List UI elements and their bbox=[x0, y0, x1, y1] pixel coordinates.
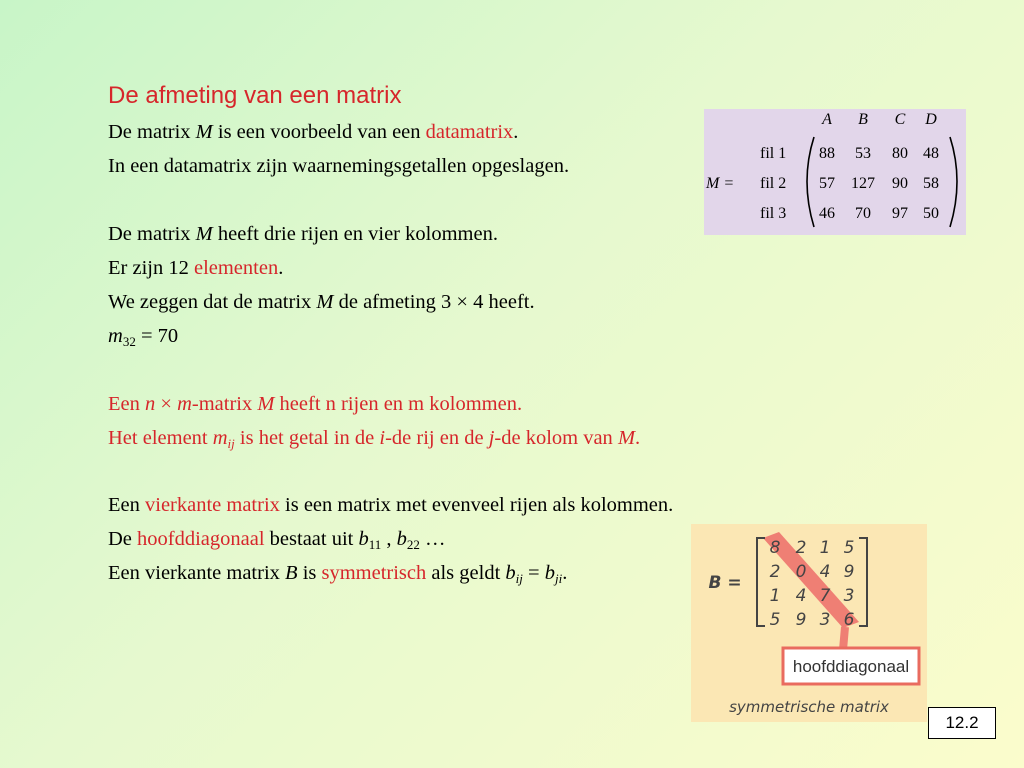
matrix-cell: 3 bbox=[843, 586, 855, 606]
text-line-10: De hoofddiagonaal bestaat uit $b_{11}$ , $b_{22}$ … bbox=[108, 528, 446, 552]
matrix-m-label: M = bbox=[706, 175, 735, 192]
matrix-cell: 57 bbox=[819, 175, 835, 192]
matrix-cell: 0 bbox=[795, 562, 807, 582]
matrix-cell: 2 bbox=[769, 562, 781, 582]
text-line-5: We zeggen dat de matrix M de afmeting 3 × 4 heeft. bbox=[108, 291, 535, 313]
slide-number: 12.2 bbox=[928, 707, 996, 739]
text-line-2: In een datamatrix zijn waarnemingsgetallen opgeslagen. bbox=[108, 155, 570, 177]
right-bracket bbox=[859, 538, 867, 626]
matrix-cell: 1 bbox=[819, 538, 831, 558]
matrix-cell: 1 bbox=[769, 586, 781, 606]
matrix-b-svg bbox=[691, 524, 927, 722]
matrix-cell: 2 bbox=[795, 538, 807, 558]
row-label: fil 2 bbox=[760, 175, 787, 192]
row-label: fil 3 bbox=[760, 205, 787, 222]
slide-title: De afmeting van een matrix bbox=[108, 82, 402, 109]
col-header: B bbox=[858, 111, 868, 128]
matrix-cell: 6 bbox=[843, 610, 855, 630]
matrix-b-label: B = bbox=[708, 573, 742, 593]
col-header: D bbox=[925, 111, 937, 128]
matrix-cell: 9 bbox=[795, 610, 807, 630]
matrix-cell: 80 bbox=[892, 145, 908, 162]
text-line-7: Een n × m-matrix M heeft n rijen en m kolommen. bbox=[108, 393, 523, 415]
matrix-cell: 4 bbox=[795, 586, 807, 606]
matrix-cell: 90 bbox=[892, 175, 908, 192]
matrix-cell: 9 bbox=[843, 562, 855, 582]
matrix-b-caption: symmetrische matrix bbox=[729, 698, 889, 716]
callout-label: hoofddiagonaal bbox=[792, 657, 910, 676]
matrix-cell: 88 bbox=[819, 145, 835, 162]
matrix-m-svg bbox=[704, 109, 966, 235]
text-line-3: De matrix M heeft drie rijen en vier kolommen. bbox=[108, 223, 498, 245]
matrix-cell: 97 bbox=[892, 205, 908, 222]
matrix-cell: 5 bbox=[769, 610, 781, 630]
matrix-cell: 5 bbox=[843, 538, 855, 558]
left-parenthesis bbox=[807, 137, 814, 227]
right-parenthesis bbox=[950, 137, 957, 227]
matrix-cell: 4 bbox=[819, 562, 831, 582]
matrix-cell: 7 bbox=[819, 586, 831, 606]
matrix-b-figure bbox=[691, 524, 927, 722]
matrix-m-figure bbox=[704, 109, 966, 235]
term-symmetrisch: symmetrisch bbox=[321, 562, 427, 584]
term-vierkante-matrix: vierkante matrix bbox=[145, 494, 280, 516]
left-bracket bbox=[757, 538, 765, 626]
text-line-8: Het element $m_{ij}$ is het getal in de i-de rij en de j-de kolom van M. bbox=[108, 427, 641, 451]
text-line-4: Er zijn 12 elementen. bbox=[108, 257, 284, 279]
text-line-6: $m_{32} = 70$ bbox=[108, 325, 179, 349]
term-hoofddiagonaal: hoofddiagonaal bbox=[137, 528, 265, 550]
text-line-1: De matrix M is een voorbeeld van een datamatrix. bbox=[108, 121, 519, 143]
col-header: C bbox=[894, 111, 906, 128]
matrix-cell: 48 bbox=[923, 145, 939, 162]
text-line-11: Een vierkante matrix B is symmetrisch als geldt $b_{ij} = b_{ji}$. bbox=[108, 562, 568, 586]
matrix-cell: 127 bbox=[851, 175, 875, 192]
matrix-cell: 46 bbox=[819, 205, 835, 222]
term-datamatrix: datamatrix bbox=[425, 121, 514, 143]
col-header: A bbox=[822, 111, 832, 128]
matrix-cell: 70 bbox=[855, 205, 871, 222]
row-label: fil 1 bbox=[760, 145, 787, 162]
text-line-9: Een vierkante matrix is een matrix met evenveel rijen als kolommen. bbox=[108, 494, 674, 516]
term-elementen: elementen bbox=[193, 257, 279, 279]
matrix-cell: 58 bbox=[923, 175, 939, 192]
matrix-cell: 50 bbox=[923, 205, 939, 222]
matrix-cell: 53 bbox=[855, 145, 871, 162]
matrix-cell: 8 bbox=[769, 538, 781, 558]
matrix-cell: 3 bbox=[819, 610, 831, 630]
